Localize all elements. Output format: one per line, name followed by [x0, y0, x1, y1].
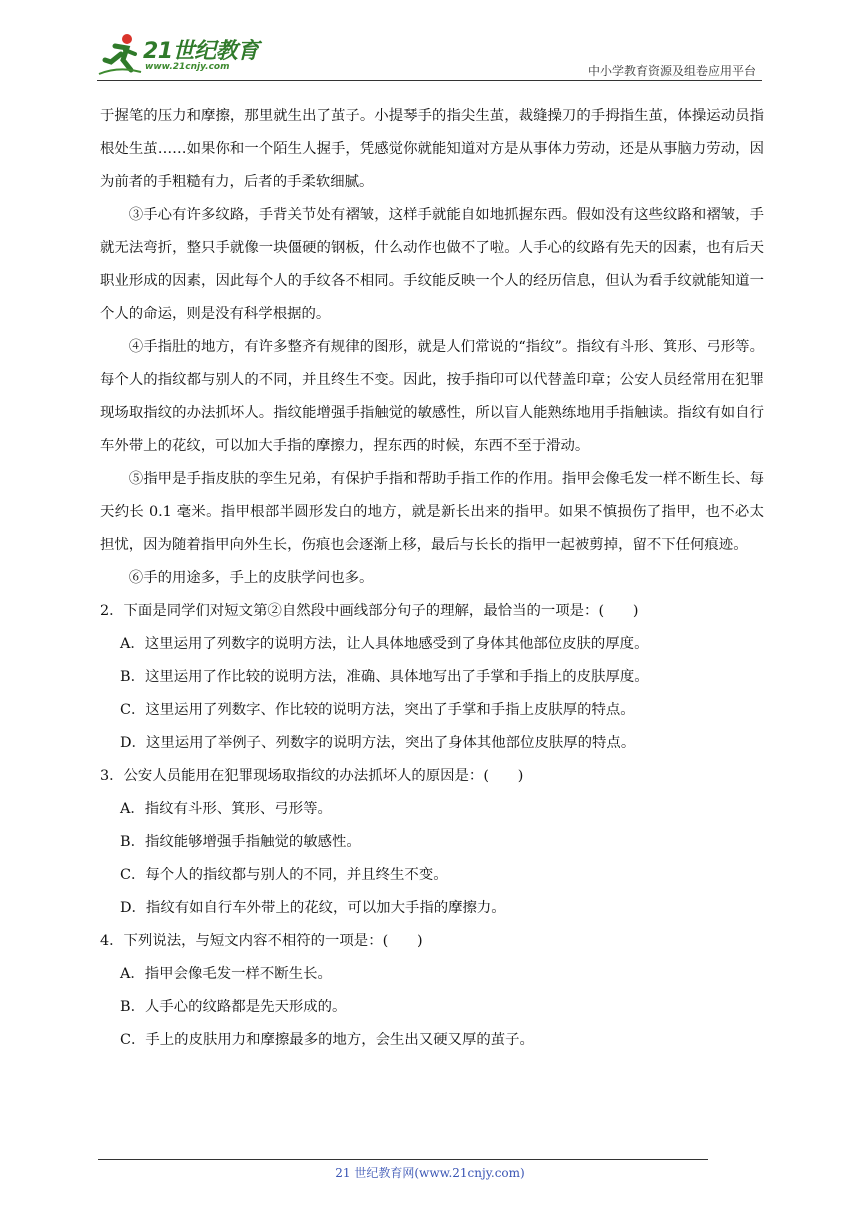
platform-name: 中小学教育资源及组卷应用平台	[587, 64, 756, 78]
question-stem: 2．下面是同学们对短文第②自然段中画线部分句子的理解，最恰当的一项是：( )	[100, 603, 639, 619]
answer-option[interactable]: B．这里运用了作比较的说明方法，准确、具体地写出了手掌和手指上的皮肤厚度。	[120, 669, 649, 685]
question-stem: 4．下列说法，与短文内容不相符的一项是：( )	[100, 933, 423, 949]
answer-option[interactable]: A．指纹有斗形、箕形、弓形等。	[120, 801, 332, 817]
logo-text: 21世纪教育	[143, 39, 259, 64]
site-logo[interactable]	[97, 30, 267, 78]
page-header	[97, 28, 762, 81]
passage-paragraph: 于握笔的压力和摩擦，那里就生出了茧子。小提琴手的指尖生茧，裁缝操刀的手拇指生茧，体操运动员指根处生茧……如果你和一个陌生人握手，凭感觉你就能知道对方是从事体力劳动，还是从事脑力劳动，因为前者的手粗糙有力，后者的手柔软细腻。	[100, 108, 764, 190]
logo-url: www.21cnjy.com	[145, 62, 230, 72]
document-body	[100, 100, 764, 1057]
answer-option[interactable]: C．每个人的指纹都与别人的不同，并且终生不变。	[120, 867, 448, 883]
question-3	[100, 760, 764, 925]
answer-option[interactable]: B．指纹能够增强手指触觉的敏感性。	[120, 834, 361, 850]
answer-option[interactable]: C．这里运用了列数字、作比较的说明方法，突出了手掌和手指上皮肤厚的特点。	[120, 702, 635, 718]
passage-paragraph: ③手心有许多纹路，手背关节处有褶皱，这样手就能自如地抓握东西。假如没有这些纹路和褶皱，手就无法弯折，整只手就像一块僵硬的钢板，什么动作也做不了啦。人手心的纹路有先天的因素，也有后天职业形成的因素，因此每个人的手纹各不相同。手纹能反映一个人的经历信息，但认为看手纹就能知道一个人的命运，则是没有科学根据的。	[100, 207, 764, 322]
passage-paragraph: ⑥手的用途多，手上的皮肤学问也多。	[128, 570, 374, 586]
answer-option[interactable]: A．这里运用了列数字的说明方法，让人具体地感受到了身体其他部位皮肤的厚度。	[120, 636, 649, 652]
page-footer[interactable]: 21 世纪教育网(www.21cnjy.com)	[335, 1166, 525, 1180]
question-2	[100, 595, 764, 760]
runner-logo-icon	[97, 30, 143, 78]
question-4	[100, 925, 764, 1057]
answer-option[interactable]: A．指甲会像毛发一样不断生长。	[120, 966, 332, 982]
answer-option[interactable]: C．手上的皮肤用力和摩擦最多的地方，会生出又硬又厚的茧子。	[120, 1032, 534, 1048]
footer-divider	[98, 1159, 708, 1160]
answer-option[interactable]: B．人手心的纹路都是先天形成的。	[120, 999, 347, 1015]
passage-paragraph: ⑤指甲是手指皮肤的孪生兄弟，有保护手指和帮助手指工作的作用。指甲会像毛发一样不断生长、每天约长 0.1 毫米。指甲根部半圆形发白的地方，就是新长出来的指甲。如果不慎损伤了指甲，也不必太担忧，因为随着指甲向外生长，伤痕也会逐渐上移，最后与长长的指甲一起被剪掉，留不下任何痕迹。	[100, 471, 764, 553]
passage-paragraph: ④手指肚的地方，有许多整齐有规律的图形，就是人们常说的“指纹”。指纹有斗形、箕形、弓形等。每个人的指纹都与别人的不同，并且终生不变。因此，按手指印可以代替盖印章；公安人员经常用在犯罪现场取指纹的办法抓坏人。指纹能增强手指触觉的敏感性，所以盲人能熟练地用手指触读。指纹有如自行车外带上的花纹，可以加大手指的摩擦力，捏东西的时候，东西不至于滑动。	[100, 339, 764, 454]
question-stem: 3．公安人员能用在犯罪现场取指纹的办法抓坏人的原因是：( )	[100, 768, 524, 784]
answer-option[interactable]: D．这里运用了举例子、列数字的说明方法，突出了身体其他部位皮肤厚的特点。	[120, 735, 636, 751]
answer-option[interactable]: D．指纹有如自行车外带上的花纹，可以加大手指的摩擦力。	[120, 900, 506, 916]
